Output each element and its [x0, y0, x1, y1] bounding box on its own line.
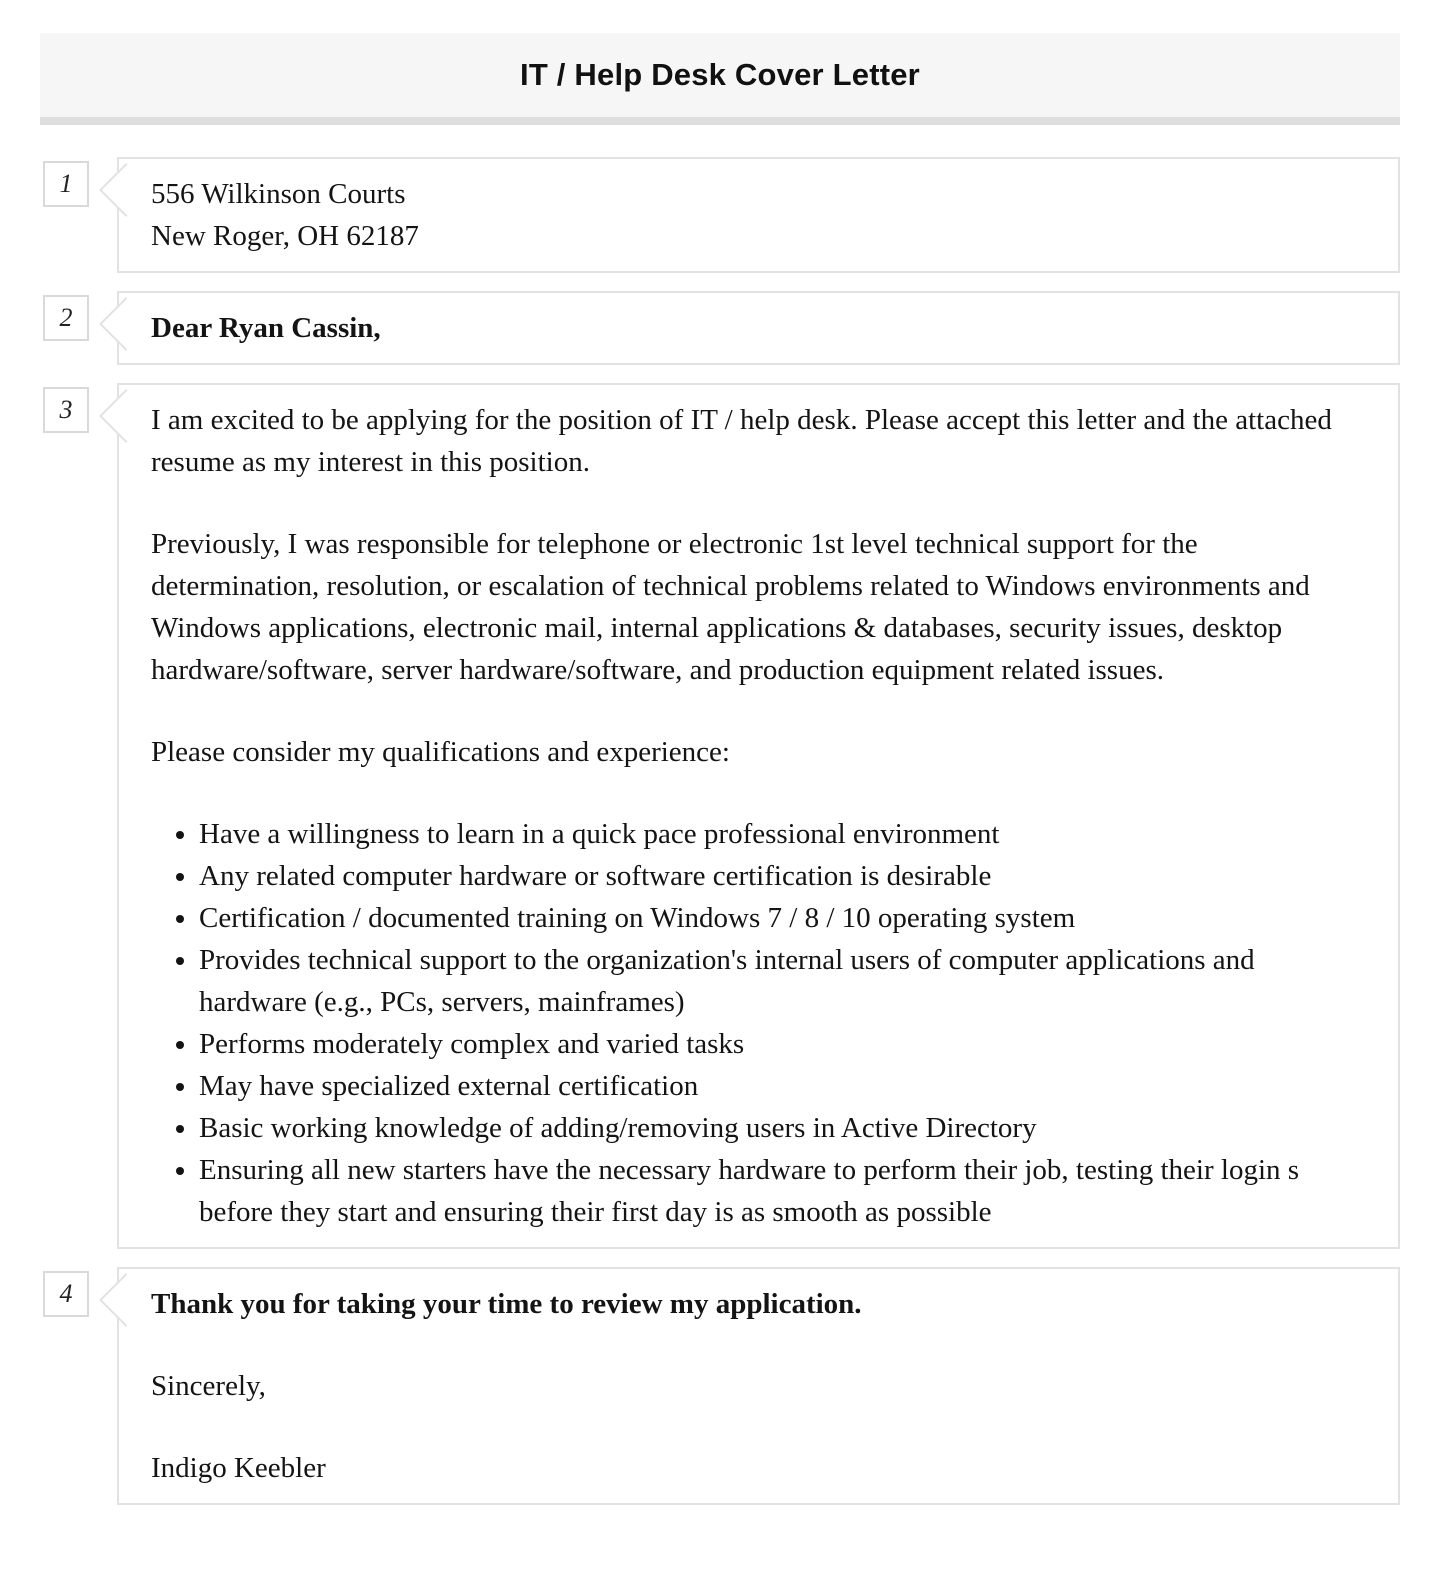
experience-paragraph: Previously, I was responsible for telephone or electronic 1st level technical support for the determination, resolution, or escalation of technical problems related to Windows environments and Windows applications, electronic mail, internal applications & databases, security issues, desktop hardware/software, server hardware/software, and production equipment related issues.: [151, 528, 1310, 686]
qualification-item: • May have specialized external certification: [199, 1065, 1366, 1107]
body-bubble: [117, 383, 1400, 1249]
address-line-1: 556 Wilkinson Courts: [151, 178, 406, 210]
address-bubble: [117, 157, 1400, 273]
qualifications-list: [151, 813, 1366, 1233]
qualification-item: • Certification / documented training on Windows 7 / 8 / 10 operating system: [199, 897, 1366, 939]
qualification-item: • Basic working knowledge of adding/removing users in Active Directory: [199, 1107, 1366, 1149]
qualification-item: • Performs moderately complex and varied tasks: [199, 1023, 1366, 1065]
closing-bubble: [117, 1267, 1400, 1505]
section-number-badge: 1: [43, 161, 89, 207]
salutation-bubble: [117, 291, 1400, 365]
qualification-item: • Ensuring all new starters have the necessary hardware to perform their job, testing their login s before they start and ensuring their first day is as smooth as possible: [199, 1149, 1366, 1233]
section-number-badge: 4: [43, 1271, 89, 1317]
bottom-margin: [0, 1505, 1440, 1547]
qualification-item: • Any related computer hardware or software certification is desirable: [199, 855, 1366, 897]
qualification-item: • Have a willingness to learn in a quick pace professional environment: [199, 813, 1366, 855]
thanks-line: Thank you for taking your time to review my application.: [151, 1288, 862, 1320]
section-body: [40, 383, 1400, 1249]
section-address: [40, 157, 1400, 273]
qualification-item: • Provides technical support to the organization's internal users of computer applications and hardware (e.g., PCs, servers, mainframes): [199, 939, 1366, 1023]
section-number-badge: 2: [43, 295, 89, 341]
intro-paragraph: I am excited to be applying for the position of IT / help desk. Please accept this letter and the attached resume as my interest in this position.: [151, 404, 1332, 478]
page-header: [40, 33, 1400, 125]
section-number-badge: 3: [43, 387, 89, 433]
section-closing: [40, 1267, 1400, 1505]
section-salutation: [40, 291, 1400, 365]
salutation-text: Dear Ryan Cassin,: [151, 312, 381, 344]
page-title: IT / Help Desk Cover Letter: [520, 57, 920, 92]
qualifications-intro: Please consider my qualifications and experience:: [151, 736, 730, 768]
address-line-2: New Roger, OH 62187: [151, 220, 419, 252]
signature-name: Indigo Keebler: [151, 1452, 326, 1484]
cover-letter-page: [0, 33, 1440, 1547]
signoff-line: Sincerely,: [151, 1370, 266, 1402]
